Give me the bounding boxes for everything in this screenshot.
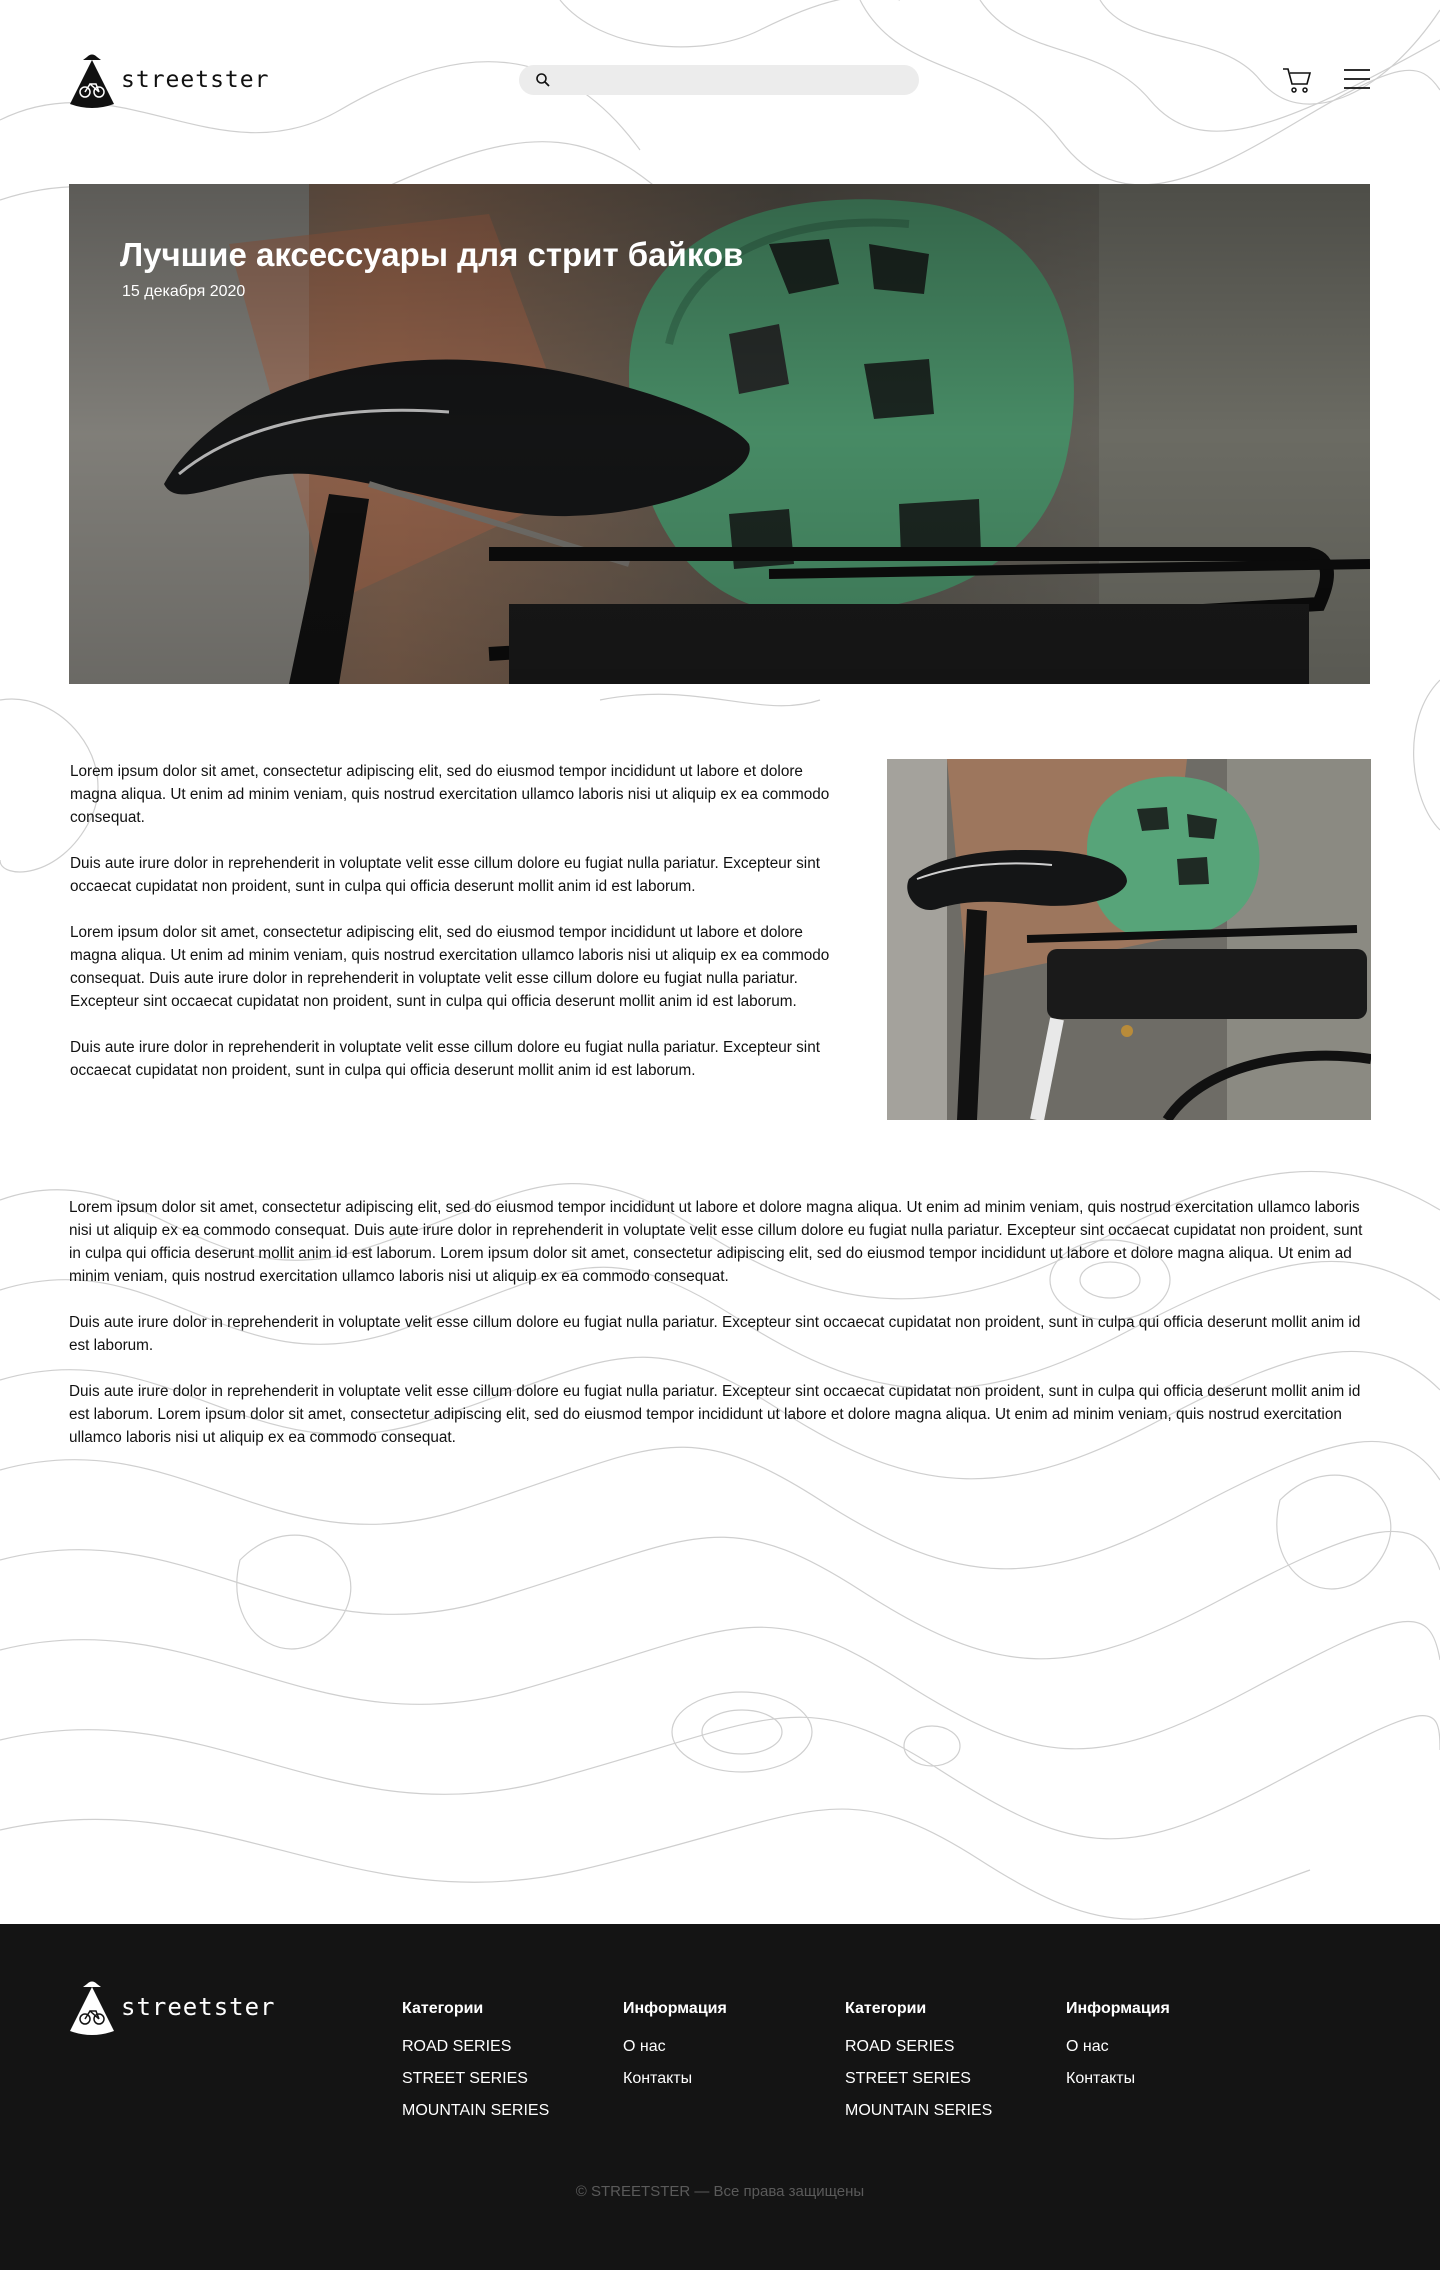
cart-icon[interactable]: [1282, 66, 1312, 94]
footer-link-contacts[interactable]: Контакты: [1066, 2070, 1136, 2087]
footer-brand-name: streetster: [121, 1993, 276, 2021]
footer-column-categories: [402, 2000, 549, 2134]
footer-logo[interactable]: [69, 1979, 276, 2035]
footer-column-information: [623, 2000, 727, 2102]
footer-link-street-series[interactable]: STREET SERIES: [402, 2070, 528, 2087]
article-date: 15 декабря 2020: [122, 283, 246, 300]
ufo-bike-logo-icon: [69, 1979, 115, 2035]
footer-link-road-series[interactable]: ROAD SERIES: [402, 2038, 512, 2055]
article-intro-text: [70, 760, 850, 1105]
footer-link-road-series[interactable]: ROAD SERIES: [845, 2038, 955, 2055]
article-hero-image: [69, 184, 1370, 684]
article-body-text: [69, 1196, 1369, 1472]
brand-name: streetster: [121, 67, 270, 93]
article-paragraph: Lorem ipsum dolor sit amet, consectetur adipiscing elit, sed do eiusmod tempor incididunt ut labore et dolore magna aliqua. Ut enim ad minim veniam, quis nostrud exercitation ullamco laboris nisi ut aliquip ex ea commodo consequat.: [70, 763, 830, 826]
footer-column-heading: Информация: [1066, 2000, 1170, 2017]
article-paragraph: Duis aute irure dolor in reprehenderit in voluptate velit esse cillum dolore eu fugiat nulla pariatur. Excepteur sint occaecat cupidatat non proident, sunt in culpa qui officia deserunt mollit anim id est laborum. Lorem ipsum dolor sit amet, consectetur adipiscing elit, sed do eiusmod tempor incididunt ut labore et dolore magna aliqua. Ut enim ad minim veniam, quis nostrud exercitation ullamco laboris nisi ut aliquip ex ea commodo consequat.: [69, 1383, 1361, 1446]
footer-link-about[interactable]: О нас: [623, 2038, 666, 2055]
article-paragraph: Duis aute irure dolor in reprehenderit in voluptate velit esse cillum dolore eu fugiat nulla pariatur. Excepteur sint occaecat cupidatat non proident, sunt in culpa qui officia deserunt mollit anim id est laborum.: [70, 1039, 820, 1079]
site-header: [0, 0, 1440, 160]
footer-link-contacts[interactable]: Контакты: [623, 2070, 693, 2087]
search-icon: [535, 72, 551, 88]
copyright-text: © STREETSTER — Все права защищены: [575, 2183, 865, 2200]
article-paragraph: Duis aute irure dolor in reprehenderit in voluptate velit esse cillum dolore eu fugiat nulla pariatur. Excepteur sint occaecat cupidatat non proident, sunt in culpa qui officia deserunt mollit anim id est laborum.: [69, 1314, 1361, 1354]
search-bar[interactable]: [519, 65, 919, 95]
article-title: Лучшие аксессуары для стрит байков: [120, 236, 744, 273]
ufo-bike-logo-icon: [69, 52, 115, 108]
footer-column-categories: [845, 2000, 992, 2134]
side-photo-helmet-on-bike: [887, 759, 1371, 1120]
footer-column-heading: Информация: [623, 2000, 727, 2017]
article-paragraph: Duis aute irure dolor in reprehenderit in voluptate velit esse cillum dolore eu fugiat nulla pariatur. Excepteur sint occaecat cupidatat non proident, sunt in culpa qui officia deserunt mollit anim id est laborum.: [70, 855, 820, 895]
footer-link-mountain-series[interactable]: MOUNTAIN SERIES: [845, 2102, 993, 2119]
site-footer: [0, 1924, 1440, 2270]
footer-link-mountain-series[interactable]: MOUNTAIN SERIES: [402, 2102, 550, 2119]
footer-link-street-series[interactable]: STREET SERIES: [845, 2070, 971, 2087]
search-input[interactable]: [559, 65, 919, 95]
site-logo[interactable]: [69, 52, 269, 108]
footer-link-about[interactable]: О нас: [1066, 2038, 1109, 2055]
article-paragraph: Lorem ipsum dolor sit amet, consectetur adipiscing elit, sed do eiusmod tempor incididunt ut labore et dolore magna aliqua. Ut enim ad minim veniam, quis nostrud exercitation ullamco laboris nisi ut aliquip ex ea commodo consequat. Duis aute irure dolor in reprehenderit in voluptate velit esse cillum dolore eu fugiat nulla pariatur. Excepteur sint occaecat cupidatat non proident, sunt in culpa qui officia deserunt mollit anim id est laborum.: [70, 924, 830, 1010]
article-side-image: [887, 759, 1371, 1120]
hamburger-menu-icon[interactable]: [1343, 66, 1371, 92]
article-paragraph: Lorem ipsum dolor sit amet, consectetur adipiscing elit, sed do eiusmod tempor incididunt ut labore et dolore magna aliqua. Ut enim ad minim veniam, quis nostrud exercitation ullamco laboris nisi ut aliquip ex ea commodo consequat. Duis aute irure dolor in reprehenderit in voluptate velit esse cillum dolore eu fugiat nulla pariatur. Excepteur sint occaecat cupidatat non proident, sunt in culpa qui officia deserunt mollit anim id est laborum. Lorem ipsum dolor sit amet, consectetur adipiscing elit, sed do eiusmod tempor incididunt ut labore et dolore magna aliqua. Ut enim ad minim veniam, quis nostrud exercitation ullamco laboris nisi ut aliquip ex ea commodo consequat.: [69, 1199, 1363, 1285]
footer-column-heading: Категории: [845, 2000, 927, 2017]
footer-column-information: [1066, 2000, 1170, 2102]
footer-column-heading: Категории: [402, 2000, 484, 2017]
